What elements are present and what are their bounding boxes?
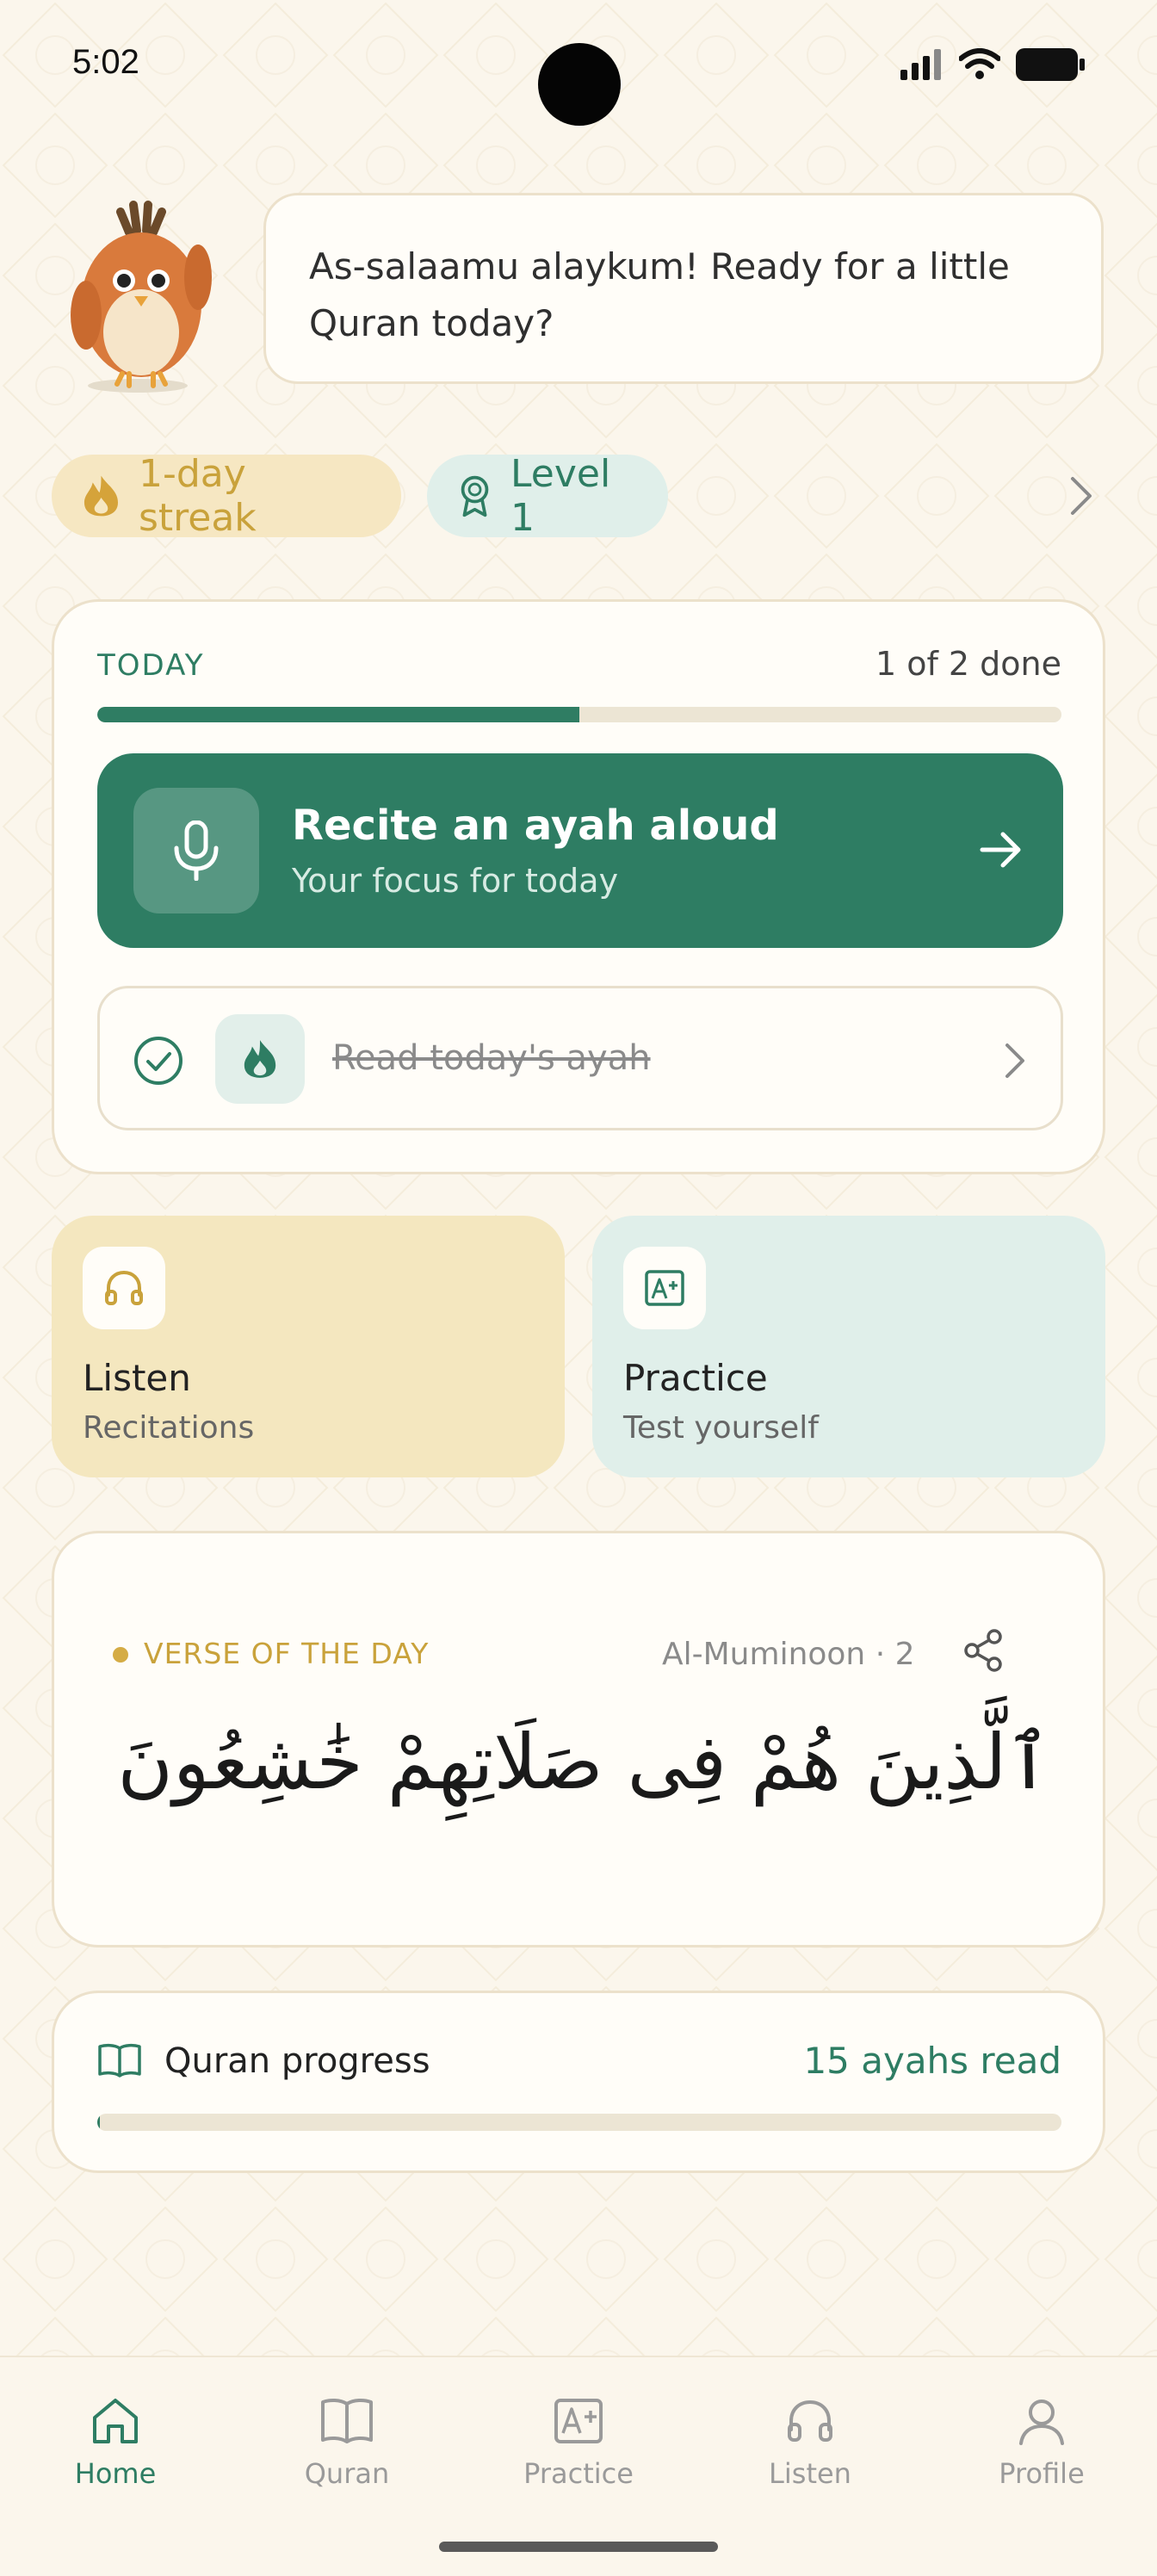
greeting-bubble: As-salaamu alaykum! Ready for a little Quran today? (263, 193, 1104, 384)
arrow-right-icon (979, 829, 1024, 870)
recite-subtitle: Your focus for today (292, 862, 619, 900)
level-label: Level 1 (510, 452, 611, 540)
quran-progress-count: 15 ayahs read (803, 2040, 1061, 2082)
user-icon (1016, 2395, 1067, 2447)
flame-icon (243, 1038, 277, 1080)
streak-label: 1-day streak (138, 452, 257, 540)
recite-task-button[interactable] (97, 753, 1063, 948)
front-camera (538, 43, 621, 126)
a-plus-icon (553, 2395, 604, 2447)
microphone-icon (173, 820, 220, 881)
read-ayah-task[interactable] (97, 986, 1063, 1130)
signal-icon (900, 49, 944, 80)
headphones-icon (784, 2395, 836, 2447)
nav-listen-label: Listen (769, 2457, 851, 2490)
verse-of-the-day-card (52, 1531, 1105, 1947)
listen-icon-box (83, 1247, 165, 1329)
a-plus-icon (644, 1269, 685, 1307)
wifi-icon (959, 48, 1000, 81)
quran-progress-title: Quran progress (164, 2041, 430, 2081)
flame-icon (83, 474, 120, 518)
today-progress-fill (97, 707, 579, 722)
award-ribbon-icon (458, 474, 492, 518)
book-open-icon (97, 2041, 142, 2079)
read-icon-box (215, 1014, 305, 1104)
listen-tile[interactable] (52, 1216, 565, 1477)
chevron-right-icon (1002, 1042, 1026, 1080)
practice-tile[interactable] (592, 1216, 1105, 1477)
today-label: TODAY (97, 648, 205, 683)
recite-icon-box (133, 788, 259, 913)
today-card (52, 599, 1105, 1174)
nav-home[interactable] (29, 2395, 201, 2490)
nav-profile-label: Profile (999, 2457, 1085, 2490)
today-progress-bar (97, 707, 1061, 722)
nav-quran-label: Quran (304, 2457, 390, 2490)
check-circle-icon (133, 1035, 184, 1087)
verse-label: VERSE OF THE DAY (144, 1637, 430, 1670)
today-count: 1 of 2 done (875, 645, 1061, 683)
nav-quran[interactable] (261, 2395, 433, 2490)
read-ayah-title: Read today's ayah (332, 1038, 651, 1078)
verse-arabic-text: ٱلَّذِينَ هُمْ فِى صَلَاتِهِمْ خَٰشِعُونَ (117, 1718, 1051, 1806)
practice-title: Practice (623, 1357, 768, 1399)
nav-profile[interactable] (956, 2395, 1128, 2490)
quran-progress-fill (97, 2114, 100, 2131)
home-icon (90, 2395, 141, 2447)
recite-title: Recite an ayah aloud (292, 802, 779, 850)
quran-progress-card[interactable] (52, 1991, 1105, 2173)
listen-subtitle: Recitations (83, 1410, 255, 1446)
nav-practice[interactable] (492, 2395, 665, 2490)
status-icons (900, 48, 1085, 81)
share-icon[interactable] (963, 1628, 1005, 1673)
practice-subtitle: Test yourself (623, 1410, 819, 1446)
nav-listen[interactable] (724, 2395, 896, 2490)
owl-mascot (69, 195, 215, 398)
practice-icon-box (623, 1247, 706, 1329)
level-chip[interactable] (427, 452, 668, 540)
nav-practice-label: Practice (523, 2457, 634, 2490)
status-time: 5:02 (72, 43, 139, 81)
streak-chip[interactable] (52, 452, 401, 540)
quran-progress-bar (97, 2114, 1061, 2131)
battery-icon (1016, 48, 1085, 81)
verse-reference: Al-Muminoon · 2 (662, 1637, 915, 1672)
verse-dot (113, 1647, 128, 1663)
home-indicator[interactable] (439, 2542, 718, 2552)
listen-title: Listen (83, 1357, 191, 1399)
headphones-icon (103, 1269, 145, 1307)
nav-home-label: Home (74, 2457, 157, 2490)
chevron-right-icon[interactable] (1064, 474, 1098, 518)
book-icon (319, 2395, 374, 2447)
